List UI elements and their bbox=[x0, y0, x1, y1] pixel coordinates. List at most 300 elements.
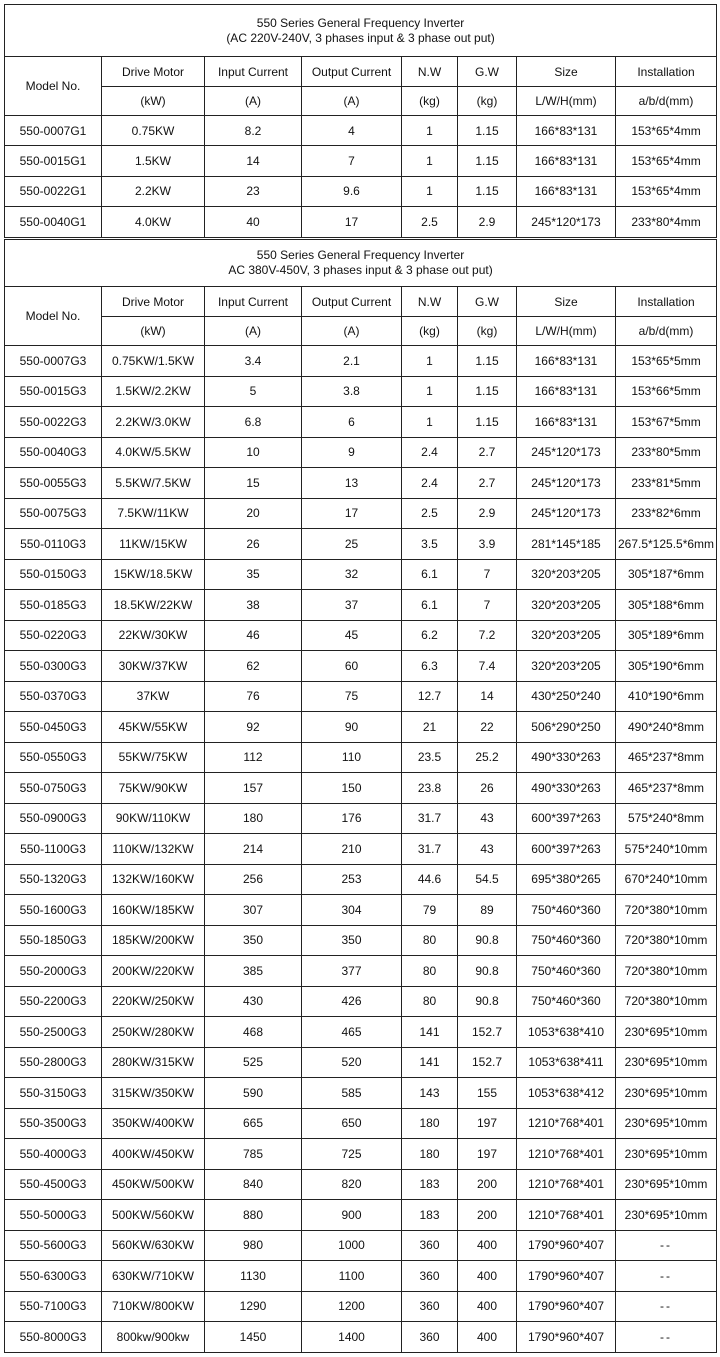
table-row bbox=[5, 712, 717, 743]
table-row bbox=[5, 1108, 717, 1139]
cell-motor: 18.5KW/22KW bbox=[102, 590, 205, 621]
cell-size: 320*203*205 bbox=[517, 620, 616, 651]
table-row bbox=[5, 1169, 717, 1200]
cell-installation: 230*695*10mm bbox=[616, 1047, 717, 1078]
cell-net-weight: 1 bbox=[402, 346, 458, 377]
cell-installation: 230*695*10mm bbox=[616, 1017, 717, 1048]
section-title-line1: 550 Series General Frequency Inverter bbox=[256, 248, 465, 262]
cell-gross-weight: 90.8 bbox=[458, 956, 517, 987]
cell-gross-weight: 200 bbox=[458, 1200, 517, 1231]
cell-motor: 75KW/90KW bbox=[102, 773, 205, 804]
cell-installation: 575*240*10mm bbox=[616, 834, 717, 865]
cell-net-weight: 23.8 bbox=[402, 773, 458, 804]
cell-motor: 160KW/185KW bbox=[102, 895, 205, 926]
cell-output-current: 17 bbox=[302, 498, 402, 529]
cell-gross-weight: 89 bbox=[458, 895, 517, 926]
cell-motor: 90KW/110KW bbox=[102, 803, 205, 834]
cell-size: 1210*768*401 bbox=[517, 1108, 616, 1139]
header-gw: G.W bbox=[458, 57, 517, 87]
table-row bbox=[5, 1230, 717, 1261]
table-row bbox=[5, 986, 717, 1017]
header-input: Input Current bbox=[205, 287, 302, 317]
cell-gross-weight: 43 bbox=[458, 803, 517, 834]
cell-motor: 4.0KW/5.5KW bbox=[102, 437, 205, 468]
cell-output-current: 2.1 bbox=[302, 346, 402, 377]
cell-input-current: 15 bbox=[205, 468, 302, 499]
cell-output-current: 4 bbox=[302, 116, 402, 146]
cell-input-current: 14 bbox=[205, 146, 302, 176]
cell-output-current: 90 bbox=[302, 712, 402, 743]
cell-input-current: 590 bbox=[205, 1078, 302, 1109]
cell-net-weight: 21 bbox=[402, 712, 458, 743]
cell-output-current: 3.8 bbox=[302, 376, 402, 407]
cell-input-current: 840 bbox=[205, 1169, 302, 1200]
cell-output-current: 45 bbox=[302, 620, 402, 651]
cell-installation: 267.5*125.5*6mm bbox=[616, 529, 717, 560]
cell-model: 550-8000G3 bbox=[5, 1322, 102, 1353]
cell-size: 166*83*131 bbox=[517, 176, 616, 206]
cell-installation: 720*380*10mm bbox=[616, 925, 717, 956]
cell-input-current: 214 bbox=[205, 834, 302, 865]
cell-gross-weight: 197 bbox=[458, 1108, 517, 1139]
table-row bbox=[5, 1017, 717, 1048]
cell-motor: 1.5KW/2.2KW bbox=[102, 376, 205, 407]
cell-model: 550-2200G3 bbox=[5, 986, 102, 1017]
cell-model: 550-0007G3 bbox=[5, 346, 102, 377]
cell-installation: 230*695*10mm bbox=[616, 1078, 717, 1109]
unit-install: a/b/d(mm) bbox=[616, 87, 717, 116]
cell-net-weight: 141 bbox=[402, 1047, 458, 1078]
cell-installation: 153*65*4mm bbox=[616, 176, 717, 206]
cell-input-current: 92 bbox=[205, 712, 302, 743]
cell-model: 550-0022G1 bbox=[5, 176, 102, 206]
cell-input-current: 76 bbox=[205, 681, 302, 712]
cell-output-current: 176 bbox=[302, 803, 402, 834]
cell-gross-weight: 25.2 bbox=[458, 742, 517, 773]
cell-net-weight: 1 bbox=[402, 146, 458, 176]
cell-gross-weight: 400 bbox=[458, 1322, 517, 1353]
cell-installation: 153*65*4mm bbox=[616, 146, 717, 176]
cell-input-current: 665 bbox=[205, 1108, 302, 1139]
header-gw: G.W bbox=[458, 287, 517, 317]
cell-gross-weight: 3.9 bbox=[458, 529, 517, 560]
cell-net-weight: 6.1 bbox=[402, 559, 458, 590]
cell-net-weight: 44.6 bbox=[402, 864, 458, 895]
cell-installation: 490*240*8mm bbox=[616, 712, 717, 743]
cell-gross-weight: 7.4 bbox=[458, 651, 517, 682]
cell-model: 550-0900G3 bbox=[5, 803, 102, 834]
cell-model: 550-0040G3 bbox=[5, 437, 102, 468]
spec-table-220v bbox=[4, 4, 717, 238]
table-row bbox=[5, 529, 717, 560]
cell-output-current: 1200 bbox=[302, 1291, 402, 1322]
cell-model: 550-0022G3 bbox=[5, 407, 102, 438]
cell-gross-weight: 400 bbox=[458, 1230, 517, 1261]
cell-net-weight: 360 bbox=[402, 1230, 458, 1261]
cell-size: 1790*960*407 bbox=[517, 1261, 616, 1292]
header-model: Model No. bbox=[5, 287, 102, 346]
cell-gross-weight: 7.2 bbox=[458, 620, 517, 651]
cell-motor: 800kw/900kw bbox=[102, 1322, 205, 1353]
unit-input: (A) bbox=[205, 317, 302, 346]
cell-model: 550-4500G3 bbox=[5, 1169, 102, 1200]
table-row bbox=[5, 468, 717, 499]
cell-net-weight: 360 bbox=[402, 1291, 458, 1322]
cell-gross-weight: 90.8 bbox=[458, 925, 517, 956]
cell-gross-weight: 155 bbox=[458, 1078, 517, 1109]
cell-installation: 720*380*10mm bbox=[616, 986, 717, 1017]
table-row bbox=[5, 116, 717, 146]
section-title-row bbox=[5, 240, 717, 287]
cell-model: 550-0075G3 bbox=[5, 498, 102, 529]
cell-motor: 7.5KW/11KW bbox=[102, 498, 205, 529]
cell-motor: 2.2KW bbox=[102, 176, 205, 206]
cell-input-current: 157 bbox=[205, 773, 302, 804]
cell-motor: 200KW/220KW bbox=[102, 956, 205, 987]
cell-gross-weight: 400 bbox=[458, 1291, 517, 1322]
unit-install: a/b/d(mm) bbox=[616, 317, 717, 346]
cell-gross-weight: 2.9 bbox=[458, 498, 517, 529]
cell-size: 1790*960*407 bbox=[517, 1291, 616, 1322]
cell-input-current: 46 bbox=[205, 620, 302, 651]
cell-input-current: 785 bbox=[205, 1139, 302, 1170]
cell-installation: 575*240*8mm bbox=[616, 803, 717, 834]
cell-motor: 0.75KW bbox=[102, 116, 205, 146]
table-row bbox=[5, 651, 717, 682]
cell-input-current: 430 bbox=[205, 986, 302, 1017]
cell-net-weight: 143 bbox=[402, 1078, 458, 1109]
cell-installation: 233*80*4mm bbox=[616, 207, 717, 237]
cell-gross-weight: 14 bbox=[458, 681, 517, 712]
cell-installation: 153*67*5mm bbox=[616, 407, 717, 438]
cell-gross-weight: 400 bbox=[458, 1261, 517, 1292]
table-row bbox=[5, 376, 717, 407]
cell-input-current: 350 bbox=[205, 925, 302, 956]
cell-model: 550-2500G3 bbox=[5, 1017, 102, 1048]
cell-motor: 30KW/37KW bbox=[102, 651, 205, 682]
cell-model: 550-1320G3 bbox=[5, 864, 102, 895]
cell-motor: 4.0KW bbox=[102, 207, 205, 237]
cell-size: 506*290*250 bbox=[517, 712, 616, 743]
cell-gross-weight: 1.15 bbox=[458, 346, 517, 377]
cell-net-weight: 1 bbox=[402, 176, 458, 206]
section-title-line1: 550 Series General Frequency Inverter bbox=[256, 15, 465, 30]
cell-motor: 710KW/800KW bbox=[102, 1291, 205, 1322]
header-nw: N.W bbox=[402, 57, 458, 87]
cell-output-current: 1400 bbox=[302, 1322, 402, 1353]
cell-net-weight: 1 bbox=[402, 116, 458, 146]
cell-net-weight: 80 bbox=[402, 986, 458, 1017]
cell-motor: 400KW/450KW bbox=[102, 1139, 205, 1170]
cell-net-weight: 180 bbox=[402, 1108, 458, 1139]
cell-model: 550-5000G3 bbox=[5, 1200, 102, 1231]
cell-size: 281*145*185 bbox=[517, 529, 616, 560]
cell-size: 245*120*173 bbox=[517, 437, 616, 468]
cell-net-weight: 1 bbox=[402, 376, 458, 407]
cell-model: 550-2000G3 bbox=[5, 956, 102, 987]
unit-nw: (kg) bbox=[402, 87, 458, 116]
cell-installation: 233*82*6mm bbox=[616, 498, 717, 529]
cell-output-current: 725 bbox=[302, 1139, 402, 1170]
cell-input-current: 10 bbox=[205, 437, 302, 468]
cell-input-current: 256 bbox=[205, 864, 302, 895]
cell-model: 550-0550G3 bbox=[5, 742, 102, 773]
cell-installation: 230*695*10mm bbox=[616, 1139, 717, 1170]
cell-size: 750*460*360 bbox=[517, 925, 616, 956]
cell-motor: 350KW/400KW bbox=[102, 1108, 205, 1139]
cell-output-current: 25 bbox=[302, 529, 402, 560]
cell-model: 550-0150G3 bbox=[5, 559, 102, 590]
cell-motor: 110KW/132KW bbox=[102, 834, 205, 865]
cell-size: 695*380*265 bbox=[517, 864, 616, 895]
cell-motor: 11KW/15KW bbox=[102, 529, 205, 560]
cell-net-weight: 1 bbox=[402, 407, 458, 438]
cell-output-current: 32 bbox=[302, 559, 402, 590]
cell-input-current: 468 bbox=[205, 1017, 302, 1048]
cell-model: 550-0015G1 bbox=[5, 146, 102, 176]
cell-net-weight: 31.7 bbox=[402, 803, 458, 834]
cell-size: 245*120*173 bbox=[517, 207, 616, 237]
cell-model: 550-0220G3 bbox=[5, 620, 102, 651]
section-title bbox=[5, 240, 717, 287]
cell-input-current: 1130 bbox=[205, 1261, 302, 1292]
unit-size: L/W/H(mm) bbox=[517, 87, 616, 116]
cell-size: 750*460*360 bbox=[517, 956, 616, 987]
cell-output-current: 520 bbox=[302, 1047, 402, 1078]
table-row bbox=[5, 834, 717, 865]
section-title-row bbox=[5, 5, 717, 57]
cell-size: 600*397*263 bbox=[517, 834, 616, 865]
cell-input-current: 8.2 bbox=[205, 116, 302, 146]
cell-motor: 560KW/630KW bbox=[102, 1230, 205, 1261]
cell-size: 166*83*131 bbox=[517, 146, 616, 176]
cell-output-current: 304 bbox=[302, 895, 402, 926]
unit-size: L/W/H(mm) bbox=[517, 317, 616, 346]
unit-motor: (kW) bbox=[102, 87, 205, 116]
cell-gross-weight: 22 bbox=[458, 712, 517, 743]
cell-model: 550-4000G3 bbox=[5, 1139, 102, 1170]
cell-net-weight: 2.5 bbox=[402, 207, 458, 237]
cell-size: 245*120*173 bbox=[517, 498, 616, 529]
cell-model: 550-2800G3 bbox=[5, 1047, 102, 1078]
cell-gross-weight: 1.15 bbox=[458, 146, 517, 176]
cell-gross-weight: 1.15 bbox=[458, 116, 517, 146]
cell-size: 1210*768*401 bbox=[517, 1169, 616, 1200]
cell-model: 550-0370G3 bbox=[5, 681, 102, 712]
cell-input-current: 38 bbox=[205, 590, 302, 621]
cell-gross-weight: 1.15 bbox=[458, 176, 517, 206]
cell-motor: 15KW/18.5KW bbox=[102, 559, 205, 590]
cell-motor: 0.75KW/1.5KW bbox=[102, 346, 205, 377]
cell-net-weight: 31.7 bbox=[402, 834, 458, 865]
table-row bbox=[5, 895, 717, 926]
cell-size: 320*203*205 bbox=[517, 651, 616, 682]
cell-size: 750*460*360 bbox=[517, 895, 616, 926]
cell-output-current: 9.6 bbox=[302, 176, 402, 206]
unit-gw: (kg) bbox=[458, 317, 517, 346]
cell-installation: 233*81*5mm bbox=[616, 468, 717, 499]
cell-output-current: 350 bbox=[302, 925, 402, 956]
header-nw: N.W bbox=[402, 287, 458, 317]
cell-output-current: 75 bbox=[302, 681, 402, 712]
cell-model: 550-7100G3 bbox=[5, 1291, 102, 1322]
section-title-line2: AC 380V-450V, 3 phases input & 3 phase out put) bbox=[228, 263, 493, 277]
cell-motor: 250KW/280KW bbox=[102, 1017, 205, 1048]
cell-output-current: 1100 bbox=[302, 1261, 402, 1292]
table-row bbox=[5, 1261, 717, 1292]
cell-input-current: 26 bbox=[205, 529, 302, 560]
cell-input-current: 35 bbox=[205, 559, 302, 590]
cell-model: 550-1600G3 bbox=[5, 895, 102, 926]
cell-size: 245*120*173 bbox=[517, 468, 616, 499]
cell-net-weight: 80 bbox=[402, 925, 458, 956]
cell-size: 1210*768*401 bbox=[517, 1200, 616, 1231]
table-row bbox=[5, 146, 717, 176]
section-title bbox=[5, 5, 717, 57]
cell-size: 320*203*205 bbox=[517, 559, 616, 590]
cell-output-current: 9 bbox=[302, 437, 402, 468]
cell-installation: 720*380*10mm bbox=[616, 956, 717, 987]
header-install: Installation bbox=[616, 287, 717, 317]
cell-model: 550-0040G1 bbox=[5, 207, 102, 237]
cell-output-current: 7 bbox=[302, 146, 402, 176]
cell-motor: 315KW/350KW bbox=[102, 1078, 205, 1109]
cell-input-current: 20 bbox=[205, 498, 302, 529]
cell-motor: 500KW/560KW bbox=[102, 1200, 205, 1231]
cell-size: 1790*960*407 bbox=[517, 1322, 616, 1353]
table-row bbox=[5, 1291, 717, 1322]
cell-motor: 630KW/710KW bbox=[102, 1261, 205, 1292]
cell-model: 550-0185G3 bbox=[5, 590, 102, 621]
cell-output-current: 17 bbox=[302, 207, 402, 237]
cell-installation: 670*240*10mm bbox=[616, 864, 717, 895]
cell-net-weight: 23.5 bbox=[402, 742, 458, 773]
cell-size: 166*83*131 bbox=[517, 407, 616, 438]
table-row bbox=[5, 1322, 717, 1353]
table-row bbox=[5, 956, 717, 987]
cell-gross-weight: 1.15 bbox=[458, 407, 517, 438]
cell-output-current: 820 bbox=[302, 1169, 402, 1200]
cell-input-current: 180 bbox=[205, 803, 302, 834]
cell-motor: 45KW/55KW bbox=[102, 712, 205, 743]
header-motor: Drive Motor bbox=[102, 57, 205, 87]
cell-installation: 465*237*8mm bbox=[616, 773, 717, 804]
cell-size: 1053*638*412 bbox=[517, 1078, 616, 1109]
cell-output-current: 426 bbox=[302, 986, 402, 1017]
cell-net-weight: 180 bbox=[402, 1139, 458, 1170]
cell-size: 600*397*263 bbox=[517, 803, 616, 834]
cell-input-current: 385 bbox=[205, 956, 302, 987]
table-row bbox=[5, 681, 717, 712]
cell-motor: 280KW/315KW bbox=[102, 1047, 205, 1078]
cell-model: 550-3500G3 bbox=[5, 1108, 102, 1139]
cell-output-current: 253 bbox=[302, 864, 402, 895]
table-row bbox=[5, 407, 717, 438]
table-row bbox=[5, 176, 717, 206]
unit-output: (A) bbox=[302, 87, 402, 116]
cell-installation: -- bbox=[616, 1322, 717, 1353]
cell-installation: 305*188*6mm bbox=[616, 590, 717, 621]
cell-net-weight: 360 bbox=[402, 1261, 458, 1292]
cell-size: 166*83*131 bbox=[517, 346, 616, 377]
cell-gross-weight: 90.8 bbox=[458, 986, 517, 1017]
unit-output: (A) bbox=[302, 317, 402, 346]
cell-installation: 233*80*5mm bbox=[616, 437, 717, 468]
cell-size: 1053*638*410 bbox=[517, 1017, 616, 1048]
cell-model: 550-0750G3 bbox=[5, 773, 102, 804]
cell-model: 550-3150G3 bbox=[5, 1078, 102, 1109]
cell-input-current: 307 bbox=[205, 895, 302, 926]
cell-model: 550-0055G3 bbox=[5, 468, 102, 499]
cell-motor: 55KW/75KW bbox=[102, 742, 205, 773]
cell-net-weight: 2.4 bbox=[402, 437, 458, 468]
table-row bbox=[5, 803, 717, 834]
table-row bbox=[5, 1200, 717, 1231]
cell-installation: 720*380*10mm bbox=[616, 895, 717, 926]
table-row bbox=[5, 925, 717, 956]
cell-input-current: 980 bbox=[205, 1230, 302, 1261]
unit-row bbox=[5, 317, 717, 346]
cell-size: 490*330*263 bbox=[517, 773, 616, 804]
cell-output-current: 60 bbox=[302, 651, 402, 682]
cell-model: 550-0007G1 bbox=[5, 116, 102, 146]
cell-installation: 305*190*6mm bbox=[616, 651, 717, 682]
cell-net-weight: 2.4 bbox=[402, 468, 458, 499]
table-row bbox=[5, 864, 717, 895]
cell-motor: 37KW bbox=[102, 681, 205, 712]
cell-motor: 220KW/250KW bbox=[102, 986, 205, 1017]
cell-net-weight: 2.5 bbox=[402, 498, 458, 529]
header-size: Size bbox=[517, 287, 616, 317]
section-title-line2: (AC 220V-240V, 3 phases input & 3 phase out put) bbox=[226, 30, 495, 45]
cell-gross-weight: 2.9 bbox=[458, 207, 517, 237]
cell-output-current: 377 bbox=[302, 956, 402, 987]
cell-input-current: 1450 bbox=[205, 1322, 302, 1353]
cell-model: 550-0300G3 bbox=[5, 651, 102, 682]
unit-input: (A) bbox=[205, 87, 302, 116]
cell-input-current: 1290 bbox=[205, 1291, 302, 1322]
cell-model: 550-0015G3 bbox=[5, 376, 102, 407]
table-row bbox=[5, 207, 717, 237]
cell-gross-weight: 197 bbox=[458, 1139, 517, 1170]
cell-net-weight: 6.1 bbox=[402, 590, 458, 621]
cell-gross-weight: 152.7 bbox=[458, 1017, 517, 1048]
cell-motor: 185KW/200KW bbox=[102, 925, 205, 956]
cell-net-weight: 79 bbox=[402, 895, 458, 926]
cell-motor: 132KW/160KW bbox=[102, 864, 205, 895]
unit-motor: (kW) bbox=[102, 317, 205, 346]
cell-size: 750*460*360 bbox=[517, 986, 616, 1017]
cell-model: 550-0110G3 bbox=[5, 529, 102, 560]
cell-output-current: 37 bbox=[302, 590, 402, 621]
cell-input-current: 525 bbox=[205, 1047, 302, 1078]
cell-installation: 305*189*6mm bbox=[616, 620, 717, 651]
cell-output-current: 585 bbox=[302, 1078, 402, 1109]
cell-installation: 410*190*6mm bbox=[616, 681, 717, 712]
cell-installation: -- bbox=[616, 1230, 717, 1261]
cell-installation: 305*187*6mm bbox=[616, 559, 717, 590]
table-row bbox=[5, 620, 717, 651]
cell-output-current: 900 bbox=[302, 1200, 402, 1231]
cell-model: 550-5600G3 bbox=[5, 1230, 102, 1261]
cell-gross-weight: 54.5 bbox=[458, 864, 517, 895]
cell-size: 166*83*131 bbox=[517, 376, 616, 407]
cell-size: 1210*768*401 bbox=[517, 1139, 616, 1170]
cell-installation: 230*695*10mm bbox=[616, 1200, 717, 1231]
unit-row bbox=[5, 87, 717, 116]
cell-input-current: 3.4 bbox=[205, 346, 302, 377]
table-row bbox=[5, 498, 717, 529]
